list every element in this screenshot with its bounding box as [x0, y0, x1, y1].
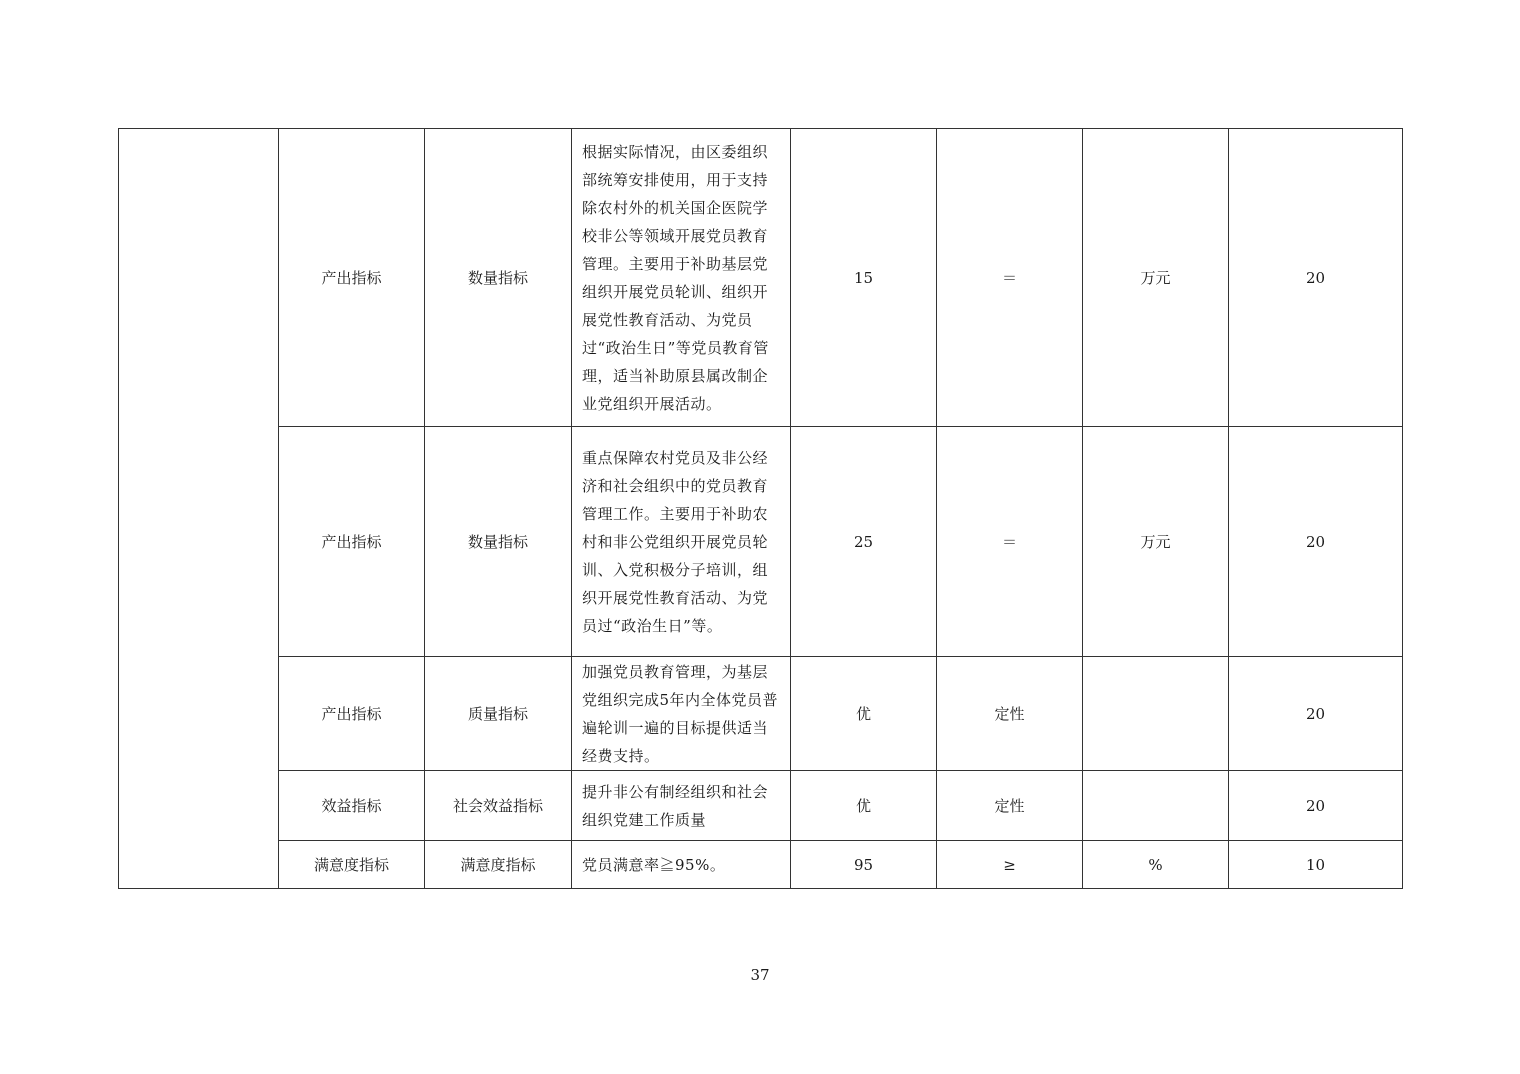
operator-cell: 定性 [937, 771, 1083, 841]
operator-cell: ≥ [937, 841, 1083, 889]
unit-cell [1083, 657, 1229, 771]
level1-indicator-cell: 效益指标 [279, 771, 425, 841]
target-value-cell: 优 [791, 771, 937, 841]
merged-blank-cell [119, 129, 279, 889]
operator-cell: 定性 [937, 657, 1083, 771]
target-value-cell: 15 [791, 129, 937, 427]
unit-cell [1083, 771, 1229, 841]
indicator-description-cell: 根据实际情况，由区委组织部统筹安排使用，用于支持除农村外的机关国企医院学校非公等领域开展党员教育管理。主要用于补助基层党组织开展党员轮训、组织开展党性教育活动、为党员过“政治生日”等党员教育管理，适当补助原县属改制企业党组织开展活动。 [572, 129, 791, 427]
table-row [119, 841, 1403, 889]
indicator-description-cell: 提升非公有制经组织和社会组织党建工作质量 [572, 771, 791, 841]
unit-cell: % [1083, 841, 1229, 889]
indicator-description-cell: 党员满意率≧95%。 [572, 841, 791, 889]
level2-indicator-cell: 满意度指标 [425, 841, 572, 889]
level1-indicator-cell: 满意度指标 [279, 841, 425, 889]
target-value-cell: 25 [791, 427, 937, 657]
level1-indicator-cell: 产出指标 [279, 427, 425, 657]
table-row [119, 129, 1403, 427]
level2-indicator-cell: 社会效益指标 [425, 771, 572, 841]
target-value-cell: 优 [791, 657, 937, 771]
score-cell: 20 [1229, 771, 1403, 841]
indicator-description-cell: 重点保障农村党员及非公经济和社会组织中的党员教育管理工作。主要用于补助农村和非公党组织开展党员轮训、入党积极分子培训，组织开展党性教育活动、为党员过“政治生日”等。 [572, 427, 791, 657]
target-value-cell: 95 [791, 841, 937, 889]
level2-indicator-cell: 质量指标 [425, 657, 572, 771]
performance-indicator-table [118, 128, 1403, 889]
level2-indicator-cell: 数量指标 [425, 427, 572, 657]
unit-cell: 万元 [1083, 427, 1229, 657]
score-cell: 20 [1229, 427, 1403, 657]
unit-cell: 万元 [1083, 129, 1229, 427]
score-cell: 20 [1229, 129, 1403, 427]
operator-cell: ＝ [937, 129, 1083, 427]
page-number: 37 [750, 966, 770, 984]
score-cell: 10 [1229, 841, 1403, 889]
table-row [119, 771, 1403, 841]
indicator-description-cell: 加强党员教育管理，为基层党组织完成5年内全体党员普遍轮训一遍的目标提供适当经费支持。 [572, 657, 791, 771]
table-row [119, 657, 1403, 771]
level1-indicator-cell: 产出指标 [279, 129, 425, 427]
table-row [119, 427, 1403, 657]
level1-indicator-cell: 产出指标 [279, 657, 425, 771]
operator-cell: ＝ [937, 427, 1083, 657]
level2-indicator-cell: 数量指标 [425, 129, 572, 427]
score-cell: 20 [1229, 657, 1403, 771]
